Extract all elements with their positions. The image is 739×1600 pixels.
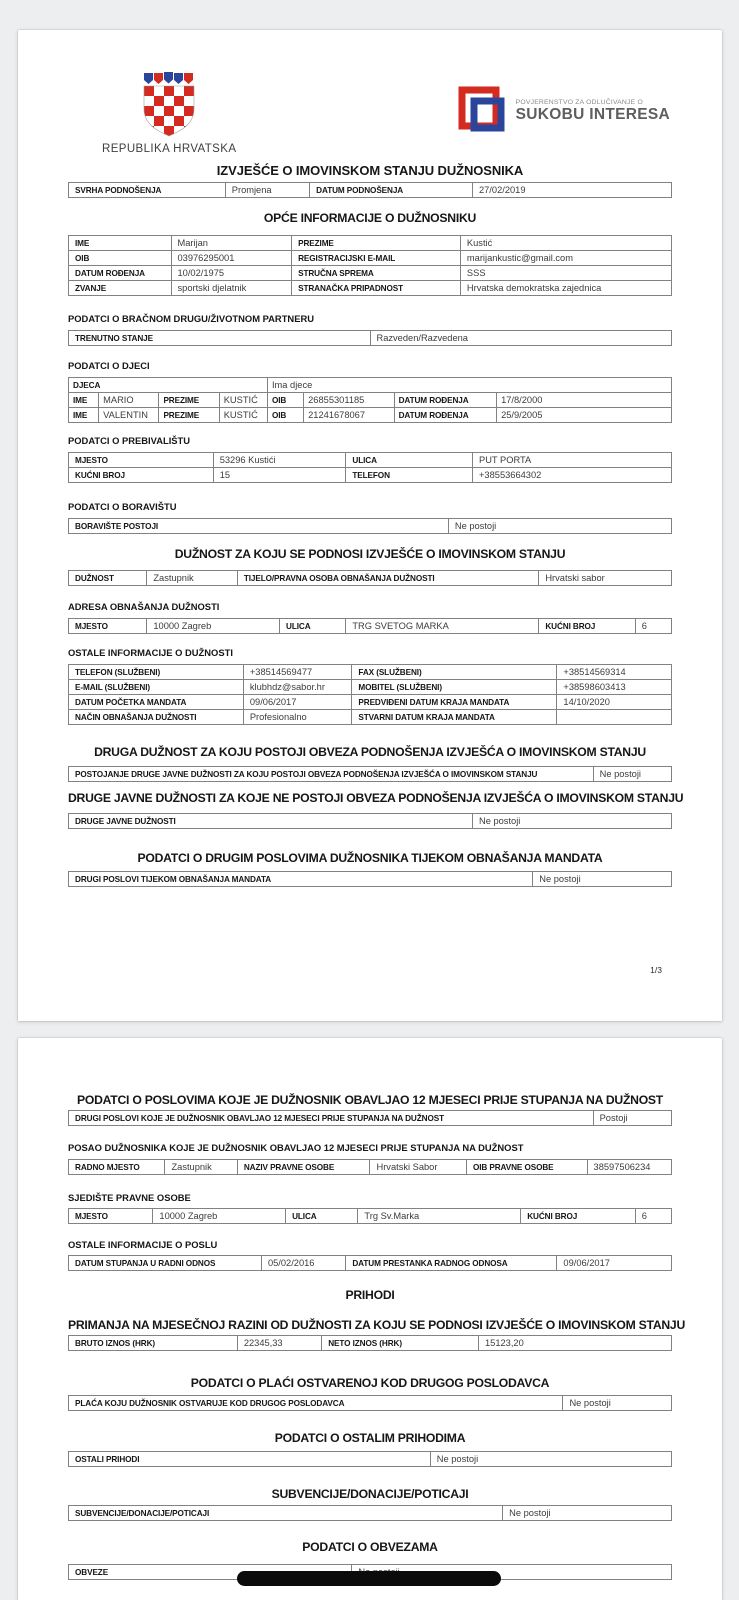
label-cell: ULICA bbox=[280, 619, 346, 634]
table-row bbox=[69, 767, 672, 782]
table-row bbox=[69, 814, 672, 829]
label-cell: BORAVIŠTE POSTOJI bbox=[69, 519, 449, 534]
label-cell: OIB bbox=[69, 251, 172, 266]
value-cell: 15123,20 bbox=[479, 1336, 672, 1351]
prior-jobs-table bbox=[68, 1110, 672, 1126]
label-cell: IME bbox=[69, 393, 99, 408]
page-content bbox=[68, 30, 684, 887]
commission-logo-icon bbox=[457, 86, 507, 136]
table-row bbox=[69, 378, 672, 393]
commission-logo-block bbox=[457, 86, 670, 136]
residence-table bbox=[68, 452, 672, 483]
table-row bbox=[69, 1111, 672, 1126]
table-row bbox=[69, 665, 672, 680]
value-cell: Trg Sv.Marka bbox=[358, 1209, 521, 1224]
table-row bbox=[69, 695, 672, 710]
value-cell: 6 bbox=[635, 619, 671, 634]
value-cell: 21241678067 bbox=[304, 408, 394, 423]
value-cell: 05/02/2016 bbox=[261, 1256, 345, 1271]
table-row bbox=[69, 1452, 672, 1467]
table-row bbox=[69, 1256, 672, 1271]
table-row bbox=[69, 519, 672, 534]
label-cell: PREZIME bbox=[159, 393, 219, 408]
second-duty-table bbox=[68, 766, 672, 782]
label-cell: DRUGI POSLOVI KOJE JE DUŽNOSNIK OBAVLJAO 12 MJESECI PRIJE STUPANJA NA DUŽNOST bbox=[69, 1111, 594, 1126]
section-heading-obveze: PODATCI O OBVEZAMA bbox=[302, 1540, 438, 1554]
label-cell: OIB PRAVNE OSOBE bbox=[466, 1160, 587, 1175]
value-cell: 25/9/2005 bbox=[497, 408, 672, 423]
document-page-2 bbox=[18, 1038, 722, 1600]
subheading-sjediste: SJEDIŠTE PRAVNE OSOBE bbox=[68, 1192, 191, 1203]
label-cell: SUBVENCIJE/DONACIJE/POTICAJI bbox=[69, 1506, 503, 1521]
label-cell: KUĆNI BROJ bbox=[521, 1209, 636, 1224]
value-cell: Zastupnik bbox=[147, 571, 237, 586]
table-row bbox=[69, 468, 672, 483]
value-cell: Postoji bbox=[593, 1111, 671, 1126]
value-cell: 27/02/2019 bbox=[472, 183, 671, 198]
label-cell: MJESTO bbox=[69, 619, 147, 634]
label-cell: E-MAIL (SLUŽBENI) bbox=[69, 680, 244, 695]
value-cell: 09/06/2017 bbox=[243, 695, 352, 710]
table-row bbox=[69, 1209, 672, 1224]
label-cell: ZVANJE bbox=[69, 281, 172, 296]
section-heading-prihodi: PRIHODI bbox=[345, 1288, 395, 1302]
value-cell: Hrvatski sabor bbox=[539, 571, 672, 586]
label-cell: DJECA bbox=[69, 378, 268, 393]
republic-label: REPUBLIKA HRVATSKA bbox=[102, 143, 237, 155]
label-cell: SVRHA PODNOŠENJA bbox=[69, 183, 226, 198]
value-cell bbox=[557, 710, 672, 725]
table-row bbox=[69, 408, 672, 423]
value-cell: TRG SVETOG MARKA bbox=[346, 619, 539, 634]
label-cell: TIJELO/PRAVNA OSOBA OBNAŠANJA DUŽNOSTI bbox=[237, 571, 539, 586]
label-cell: NAZIV PRAVNE OSOBE bbox=[237, 1160, 370, 1175]
stay-table bbox=[68, 518, 672, 534]
value-cell: 6 bbox=[635, 1209, 671, 1224]
table-row bbox=[69, 872, 672, 887]
table-row bbox=[69, 1396, 672, 1411]
general-info-table bbox=[68, 235, 672, 296]
label-cell: IME bbox=[69, 236, 172, 251]
label-cell: REGISTRACIJSKI E-MAIL bbox=[292, 251, 461, 266]
value-cell: 17/8/2000 bbox=[497, 393, 672, 408]
value-cell: Ne postoji bbox=[563, 1396, 672, 1411]
label-cell: STVARNI DATUM KRAJA MANDATA bbox=[352, 710, 557, 725]
section-heading-placa-drugi-poslodavac: PODATCI O PLAĆI OSTVARENOJ KOD DRUGOG POSLODAVCA bbox=[190, 1376, 550, 1390]
value-cell: 10/02/1975 bbox=[171, 266, 292, 281]
legal-entity-seat-table bbox=[68, 1208, 672, 1224]
table-row bbox=[69, 1506, 672, 1521]
page-content bbox=[68, 1093, 686, 1580]
section-heading-druga-duznost: DRUGA DUŽNOST ZA KOJU POSTOJI OBVEZA PODNOŠENJA IZVJEŠĆA O IMOVINSKOM STANJU bbox=[94, 745, 646, 759]
section-heading-poslovi-prije: PODATCI O POSLOVIMA KOJE JE DUŽNOSNIK OBAVLJAO 12 MJESECI PRIJE STUPANJA NA DUŽNOST bbox=[77, 1093, 663, 1107]
label-cell: DATUM ROĐENJA bbox=[394, 408, 497, 423]
document-header bbox=[68, 30, 672, 155]
table-row bbox=[69, 619, 672, 634]
value-cell: Ne postoji bbox=[473, 814, 672, 829]
value-cell: Promjena bbox=[225, 183, 309, 198]
subheading-children: PODATCI O DJECI bbox=[68, 360, 150, 371]
commission-logo-text bbox=[516, 99, 670, 124]
value-cell: Hrvatski Sabor bbox=[370, 1160, 466, 1175]
other-employer-salary-table bbox=[68, 1395, 672, 1411]
value-cell: 26855301185 bbox=[304, 393, 394, 408]
submission-table bbox=[68, 182, 672, 198]
label-cell: IME bbox=[69, 408, 99, 423]
document-title: IZVJEŠĆE O IMOVINSKOM STANJU DUŽNOSNIKA bbox=[216, 163, 524, 178]
label-cell: MJESTO bbox=[69, 1209, 153, 1224]
label-cell: NAČIN OBNAŠANJA DUŽNOSTI bbox=[69, 710, 244, 725]
table-row bbox=[69, 281, 672, 296]
commission-name-big: SUKOBU INTERESA bbox=[515, 105, 670, 123]
table-row bbox=[69, 1336, 672, 1351]
label-cell: DUŽNOST bbox=[69, 571, 147, 586]
label-cell: DATUM ROĐENJA bbox=[394, 393, 497, 408]
croatian-coat-of-arms-icon bbox=[141, 72, 197, 138]
label-cell: FAX (SLUŽBENI) bbox=[352, 665, 557, 680]
table-row bbox=[69, 236, 672, 251]
value-cell: Razveden/Razvedena bbox=[370, 331, 672, 346]
value-cell: Hrvatska demokratska zajednica bbox=[460, 281, 671, 296]
label-cell: PREZIME bbox=[292, 236, 461, 251]
label-cell: POSTOJANJE DRUGE JAVNE DUŽNOSTI ZA KOJU POSTOJI OBVEZA PODNOŠENJA IZVJEŠĆA O IMOVINSKOM STANJU bbox=[69, 767, 594, 782]
value-cell: 38597506234 bbox=[587, 1160, 671, 1175]
duty-table bbox=[68, 570, 672, 586]
value-cell: Ima djece bbox=[267, 378, 671, 393]
income-table bbox=[68, 1335, 672, 1351]
table-row bbox=[69, 393, 672, 408]
section-heading-druge-javne-duznosti: DRUGE JAVNE DUŽNOSTI ZA KOJE NE POSTOJI OBVEZA PODNOŠENJA IZVJEŠĆA O IMOVINSKOM STANJU bbox=[68, 791, 684, 805]
redaction-bar bbox=[237, 1571, 501, 1586]
value-cell: Marijan bbox=[171, 236, 292, 251]
label-cell: BRUTO IZNOS (HRK) bbox=[69, 1336, 238, 1351]
subheading-posao-duznosnika: POSAO DUŽNOSNIKA KOJE JE DUŽNOSNIK OBAVLJAO 12 MJESECI PRIJE STUPANJA NA DUŽNOST bbox=[68, 1142, 524, 1153]
document-page-1 bbox=[18, 30, 722, 1021]
label-cell: PLAĆA KOJU DUŽNOSNIK OSTVARUJE KOD DRUGOG POSLODAVCA bbox=[69, 1396, 563, 1411]
value-cell: KUSTIĆ bbox=[219, 408, 267, 423]
checkerboard-shield bbox=[144, 86, 194, 136]
table-row bbox=[69, 571, 672, 586]
value-cell: +38514569314 bbox=[557, 665, 672, 680]
table-row bbox=[69, 331, 672, 346]
label-cell: DATUM STUPANJA U RADNI ODNOS bbox=[69, 1256, 262, 1271]
label-cell: STRUČNA SPREMA bbox=[292, 266, 461, 281]
label-cell: OSTALI PRIHODI bbox=[69, 1452, 431, 1467]
value-cell: VALENTIN bbox=[99, 408, 159, 423]
label-cell: DRUGI POSLOVI TIJEKOM OBNAŠANJA MANDATA bbox=[69, 872, 533, 887]
duty-address-table bbox=[68, 618, 672, 634]
subheading-spouse: PODATCI O BRAČNOM DRUGU/ŽIVOTNOM PARTNERU bbox=[68, 313, 314, 324]
label-cell: RADNO MJESTO bbox=[69, 1160, 165, 1175]
table-row bbox=[69, 251, 672, 266]
subheading-ostale-info-poslu: OSTALE INFORMACIJE O POSLU bbox=[68, 1239, 218, 1250]
label-cell: PREDVIĐENI DATUM KRAJA MANDATA bbox=[352, 695, 557, 710]
commission-name-small: POVJERENSTVO ZA ODLUČIVANJE O bbox=[515, 98, 643, 106]
label-cell: TELEFON bbox=[346, 468, 473, 483]
section-heading-subvencije: SUBVENCIJE/DONACIJE/POTICAJI bbox=[271, 1487, 469, 1501]
subheading-stay: PODATCI O BORAVIŠTU bbox=[68, 501, 177, 512]
children-table bbox=[68, 377, 672, 423]
value-cell: 10000 Zagreb bbox=[153, 1209, 286, 1224]
value-cell: Ne postoji bbox=[430, 1452, 671, 1467]
label-cell: DATUM ROĐENJA bbox=[69, 266, 172, 281]
label-cell: TRENUTNO STANJE bbox=[69, 331, 371, 346]
value-cell: Ne postoji bbox=[448, 519, 671, 534]
table-row bbox=[69, 680, 672, 695]
value-cell: Profesionalno bbox=[243, 710, 352, 725]
label-cell: DATUM PODNOŠENJA bbox=[310, 183, 473, 198]
label-cell: OBVEZE bbox=[69, 1565, 352, 1580]
value-cell: Kustić bbox=[460, 236, 671, 251]
page-number: 1/3 bbox=[650, 965, 662, 975]
label-cell: KUĆNI BROJ bbox=[69, 468, 214, 483]
coat-of-arms-block bbox=[102, 72, 236, 155]
other-public-duties-table bbox=[68, 813, 672, 829]
label-cell: DRUGE JAVNE DUŽNOSTI bbox=[69, 814, 473, 829]
prior-job-detail-table bbox=[68, 1159, 672, 1175]
value-cell: KUSTIĆ bbox=[219, 393, 267, 408]
label-cell: TELEFON (SLUŽBENI) bbox=[69, 665, 244, 680]
subsidies-table bbox=[68, 1505, 672, 1521]
value-cell: +38514569477 bbox=[243, 665, 352, 680]
other-income-table bbox=[68, 1451, 672, 1467]
value-cell: +38598603413 bbox=[557, 680, 672, 695]
label-cell: PREZIME bbox=[159, 408, 219, 423]
label-cell: DATUM POČETKA MANDATA bbox=[69, 695, 244, 710]
label-cell: DATUM PRESTANKA RADNOG ODNOSA bbox=[346, 1256, 557, 1271]
value-cell: PUT PORTA bbox=[473, 453, 672, 468]
value-cell: Zastupnik bbox=[165, 1160, 237, 1175]
value-cell: MARIO bbox=[99, 393, 159, 408]
table-row bbox=[69, 266, 672, 281]
subheading-residence: PODATCI O PREBIVALIŠTU bbox=[68, 435, 191, 446]
value-cell: 03976295001 bbox=[171, 251, 292, 266]
value-cell: klubhdz@sabor.hr bbox=[243, 680, 352, 695]
table-row bbox=[69, 453, 672, 468]
value-cell: 22345,33 bbox=[237, 1336, 321, 1351]
value-cell: sportski djelatnik bbox=[171, 281, 292, 296]
value-cell: 15 bbox=[213, 468, 346, 483]
job-dates-table bbox=[68, 1255, 672, 1271]
subheading-duty-address: ADRESA OBNAŠANJA DUŽNOSTI bbox=[68, 601, 220, 612]
label-cell: MOBITEL (SLUŽBENI) bbox=[352, 680, 557, 695]
value-cell: 53296 Kustići bbox=[213, 453, 346, 468]
section-heading-duznost: DUŽNOST ZA KOJU SE PODNOSI IZVJEŠĆE O IMOVINSKOM STANJU bbox=[174, 547, 566, 561]
table-row bbox=[69, 183, 672, 198]
label-cell: STRANAČKA PRIPADNOST bbox=[292, 281, 461, 296]
value-cell: 10000 Zagreb bbox=[147, 619, 280, 634]
value-cell: marijankustic@gmail.com bbox=[460, 251, 671, 266]
value-cell: +38553664302 bbox=[473, 468, 672, 483]
value-cell: Ne postoji bbox=[593, 767, 671, 782]
label-cell: ULICA bbox=[346, 453, 473, 468]
crown bbox=[144, 72, 193, 84]
table-row bbox=[69, 710, 672, 725]
value-cell: SSS bbox=[460, 266, 671, 281]
label-cell: NETO IZNOS (HRK) bbox=[322, 1336, 479, 1351]
label-cell: ULICA bbox=[286, 1209, 358, 1224]
duty-other-info-table bbox=[68, 664, 672, 725]
label-cell: MJESTO bbox=[69, 453, 214, 468]
label-cell: OIB bbox=[267, 408, 303, 423]
value-cell: 14/10/2020 bbox=[557, 695, 672, 710]
section-heading-ostali-prihodi: PODATCI O OSTALIM PRIHODIMA bbox=[274, 1431, 466, 1445]
label-cell: KUĆNI BROJ bbox=[539, 619, 635, 634]
section-heading-primanja: PRIMANJA NA MJESEČNOJ RAZINI OD DUŽNOSTI ZA KOJU SE PODNOSI IZVJEŠĆE O IMOVINSKOM STANJU bbox=[68, 1318, 686, 1332]
section-heading-opce-informacije: OPĆE INFORMACIJE O DUŽNOSNIKU bbox=[263, 211, 477, 225]
table-row bbox=[69, 1160, 672, 1175]
value-cell: Ne postoji bbox=[503, 1506, 672, 1521]
value-cell: Ne postoji bbox=[533, 872, 672, 887]
subheading-duty-other-info: OSTALE INFORMACIJE O DUŽNOSTI bbox=[68, 647, 233, 658]
spouse-table bbox=[68, 330, 672, 346]
value-cell: 09/06/2017 bbox=[557, 1256, 672, 1271]
other-jobs-table bbox=[68, 871, 672, 887]
section-heading-drugi-poslovi: PODATCI O DRUGIM POSLOVIMA DUŽNOSNIKA TIJEKOM OBNAŠANJA MANDATA bbox=[137, 851, 603, 865]
label-cell: OIB bbox=[267, 393, 303, 408]
